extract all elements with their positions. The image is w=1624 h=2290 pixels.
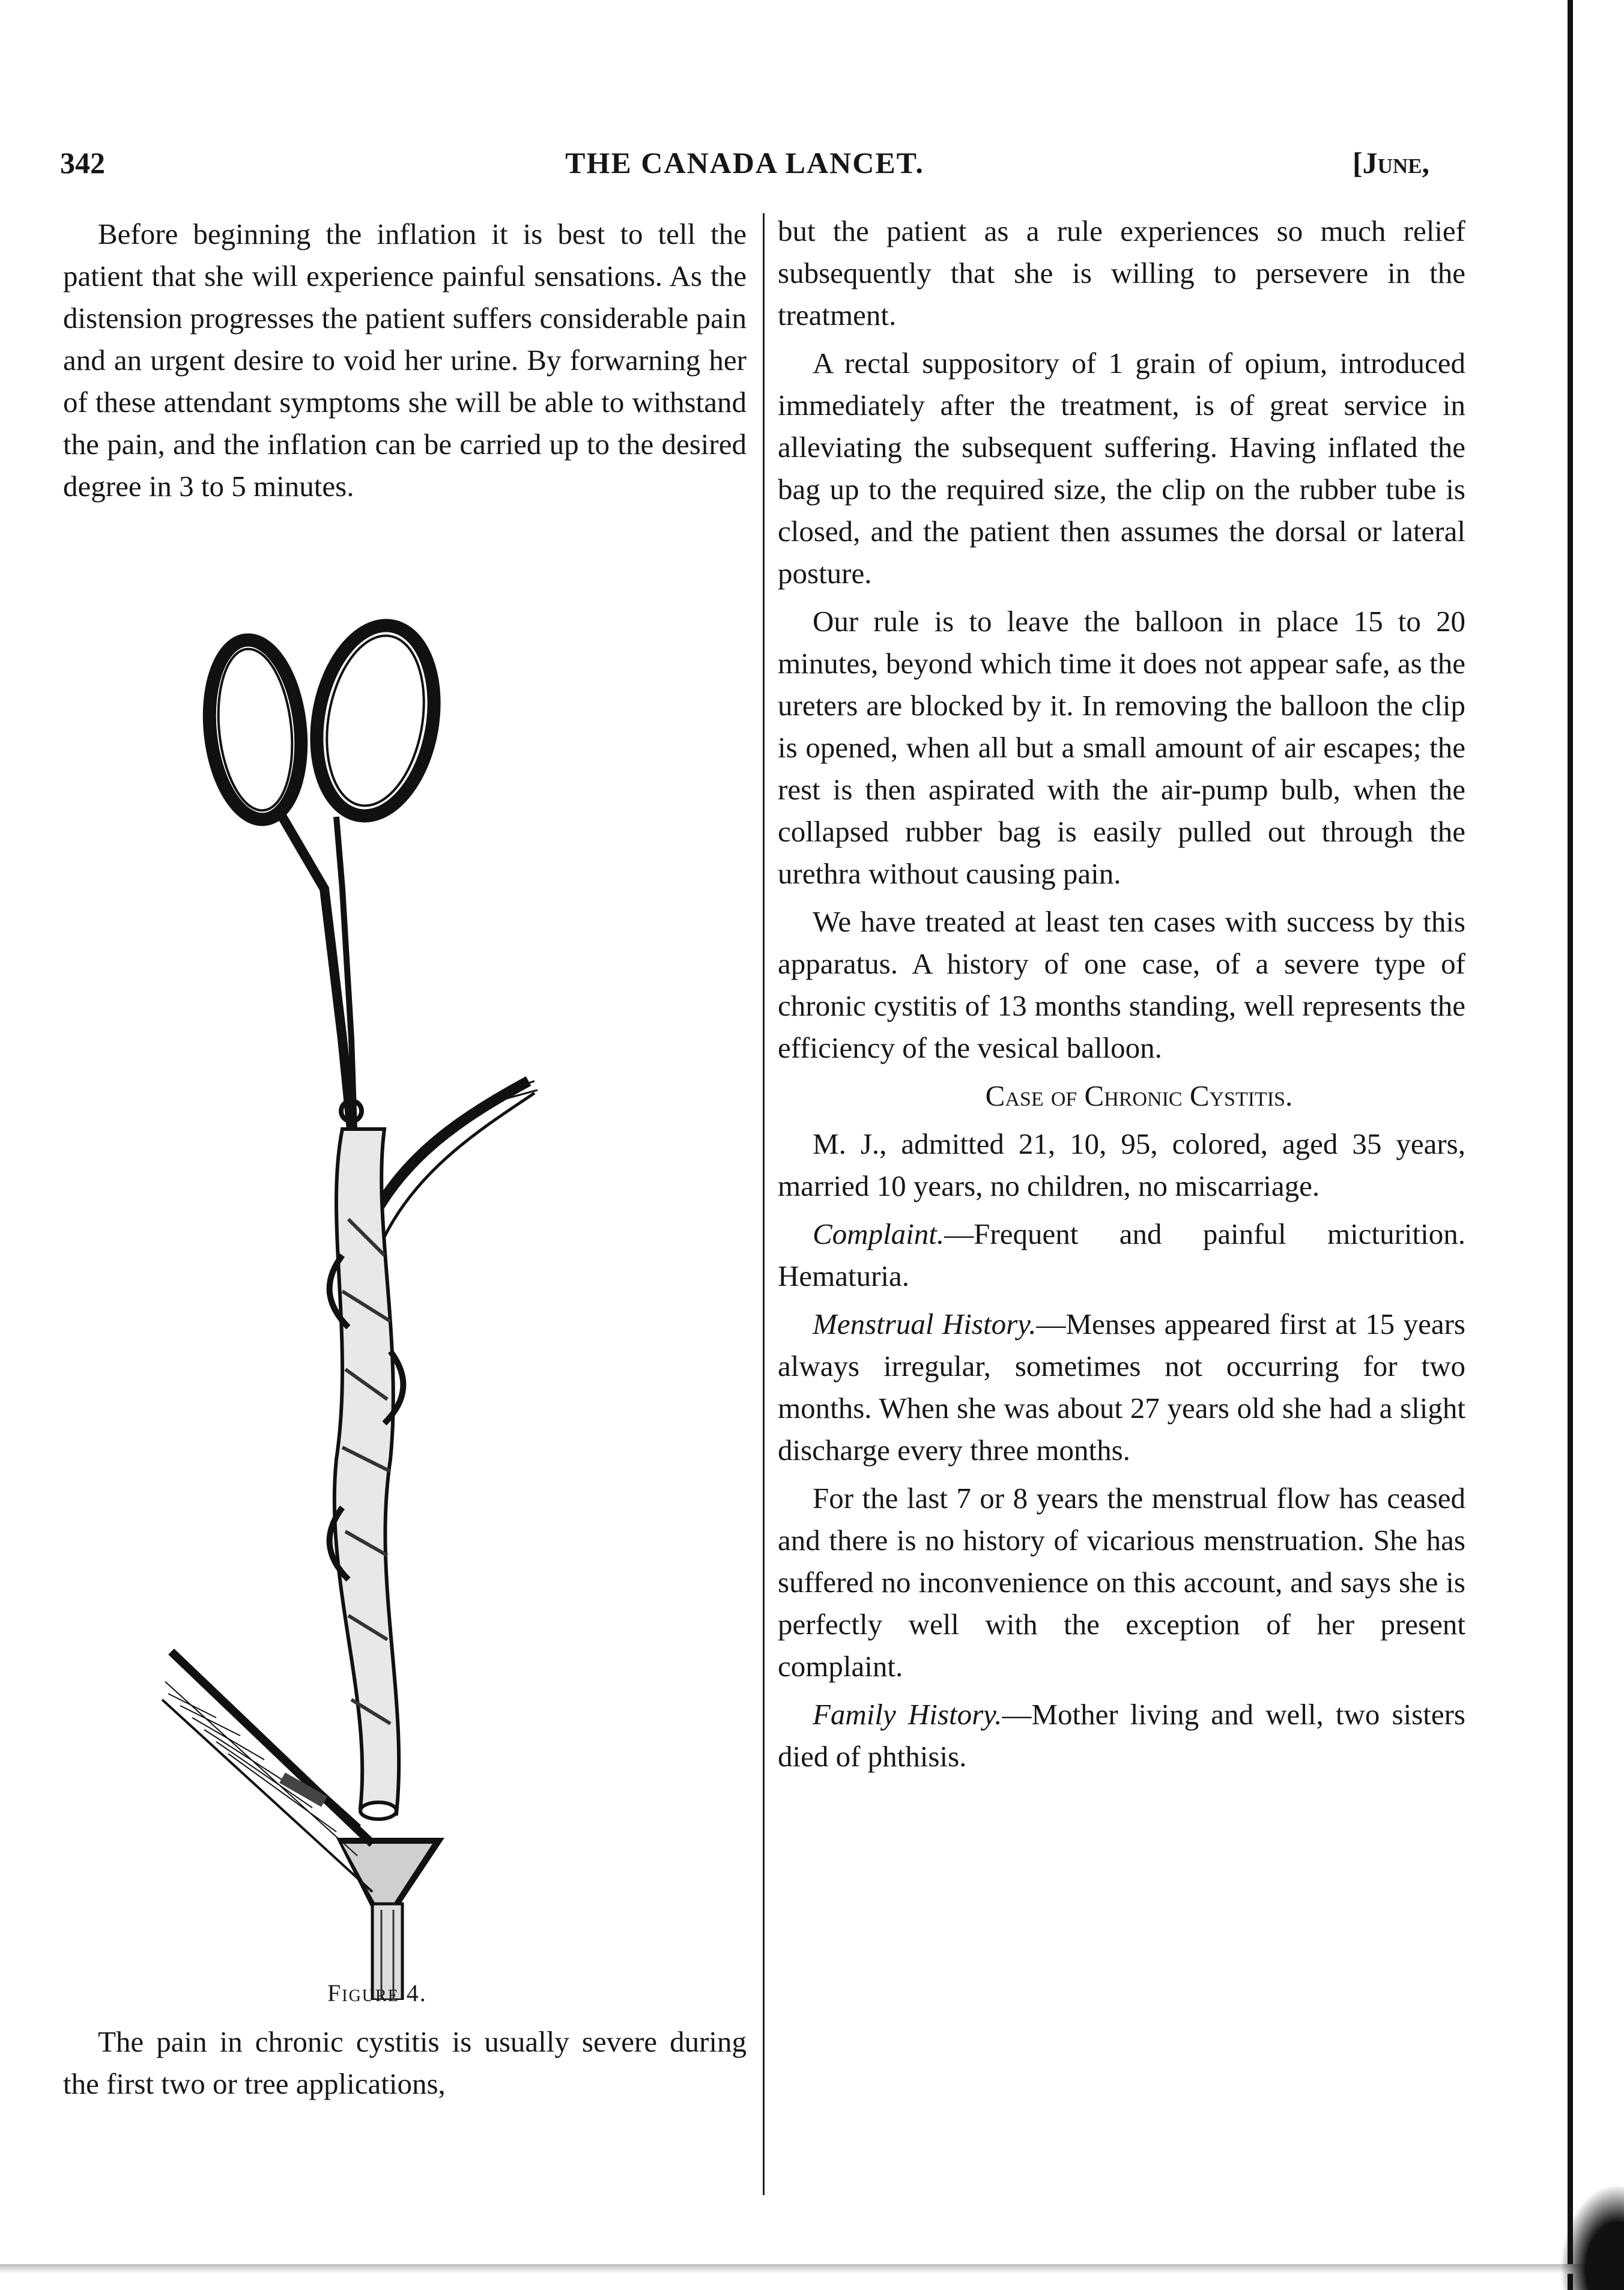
page-number: 342 [60,146,105,180]
right-paragraph-5: M. J., admitted 21, 10, 95, colored, aged 35 years, married 10 years, no children, no miscarriage. [778,1127,1465,1202]
surgical-forceps-with-rubber-tube-illustration [144,619,643,2000]
issue-month [1353,145,1429,180]
family-history-paragraph [778,1694,1465,1778]
month-suffix: , [1422,146,1429,180]
journal-title: THE CANADA LANCET. [565,146,924,180]
left-paragraph-1: Before beginning the inflation it is best to tell the patient that she will experience painful sensations. As the distension progresses the patient suffers considerable pain and an urgent desire to void her urine. By forwarning her of these attendant symptoms she will be able to withstand the pain, and the inflation can be carried up to the desired degree in 3 to 5 minutes. [63,217,747,503]
complaint-text: —Frequent and painful micturition. Hematuria. [778,1217,1465,1292]
page-bottom-edge [0,2264,1624,2274]
menstrual-history-paragraph [778,1303,1465,1471]
page-header [60,145,1429,193]
section-heading [778,1075,1465,1117]
complaint-label: Complaint. [813,1217,945,1250]
left-column-top [63,213,747,513]
page-edge-line [1568,0,1573,2290]
column-divider [763,213,765,2195]
menstrual-history-label: Menstrual History. [813,1307,1037,1340]
right-paragraph-1: but the patient as a rule experiences so much relief subsequently that she is willing to persevere in the treatment. [778,214,1465,332]
complaint-paragraph [778,1213,1465,1297]
month-name: June [1362,146,1422,180]
month-bracket: [ [1352,146,1363,180]
right-paragraph-2: A rectal suppository of 1 grain of opium, introduced immediately after the treatment, is of great service in alleviating the subsequent suffering. Having inflated the bag up to the required size, the clip on the rubber tube is closed, and the patient then assumes the dorsal or lateral posture. [778,347,1465,590]
menstrual-history-text: —Menses appeared first at 15 years always irregular, sometimes not occurring for two months. When she was about 27 years old she had a slight discharge every three months. [778,1307,1465,1467]
right-paragraph-3: Our rule is to leave the balloon in place 15 to 20 minutes, beyond which time it does not appear safe, as the ureters are blocked by it. In removing the balloon the clip is opened, when all but a small amount of air escapes; the rest is then aspirated with the air-pump bulb, when the collapsed rubber bag is easily pulled out through the urethra without causing pain. [778,605,1465,890]
corner-ink-smudge [1562,2186,1624,2290]
right-paragraph-4: We have treated at least ten cases with success by this apparatus. A history of one case, of a severe type of chronic cystitis of 13 months standing, well represents the efficiency of the vesical balloon. [778,905,1465,1064]
right-paragraph-6: For the last 7 or 8 years the menstrual flow has ceased and there is no history of vicarious menstruation. She has suffered no inconvenience on this account, and says she is perfectly well with the exception of her present complaint. [778,1482,1465,1683]
family-history-text: —Mother living and well, two sisters died of phthisis. [778,1698,1466,1773]
left-column-bottom [63,2021,747,2111]
figure-4-illustration [144,619,643,2000]
figure-caption: Figure 4. [327,1980,427,2007]
section-heading-text: Case of Chronic Cystitis. [985,1079,1293,1112]
family-history-label: Family History. [813,1698,1002,1731]
left-paragraph-2: The pain in chronic cystitis is usually severe during the first two or tree applications, [63,2025,747,2100]
right-column [778,210,1465,1784]
